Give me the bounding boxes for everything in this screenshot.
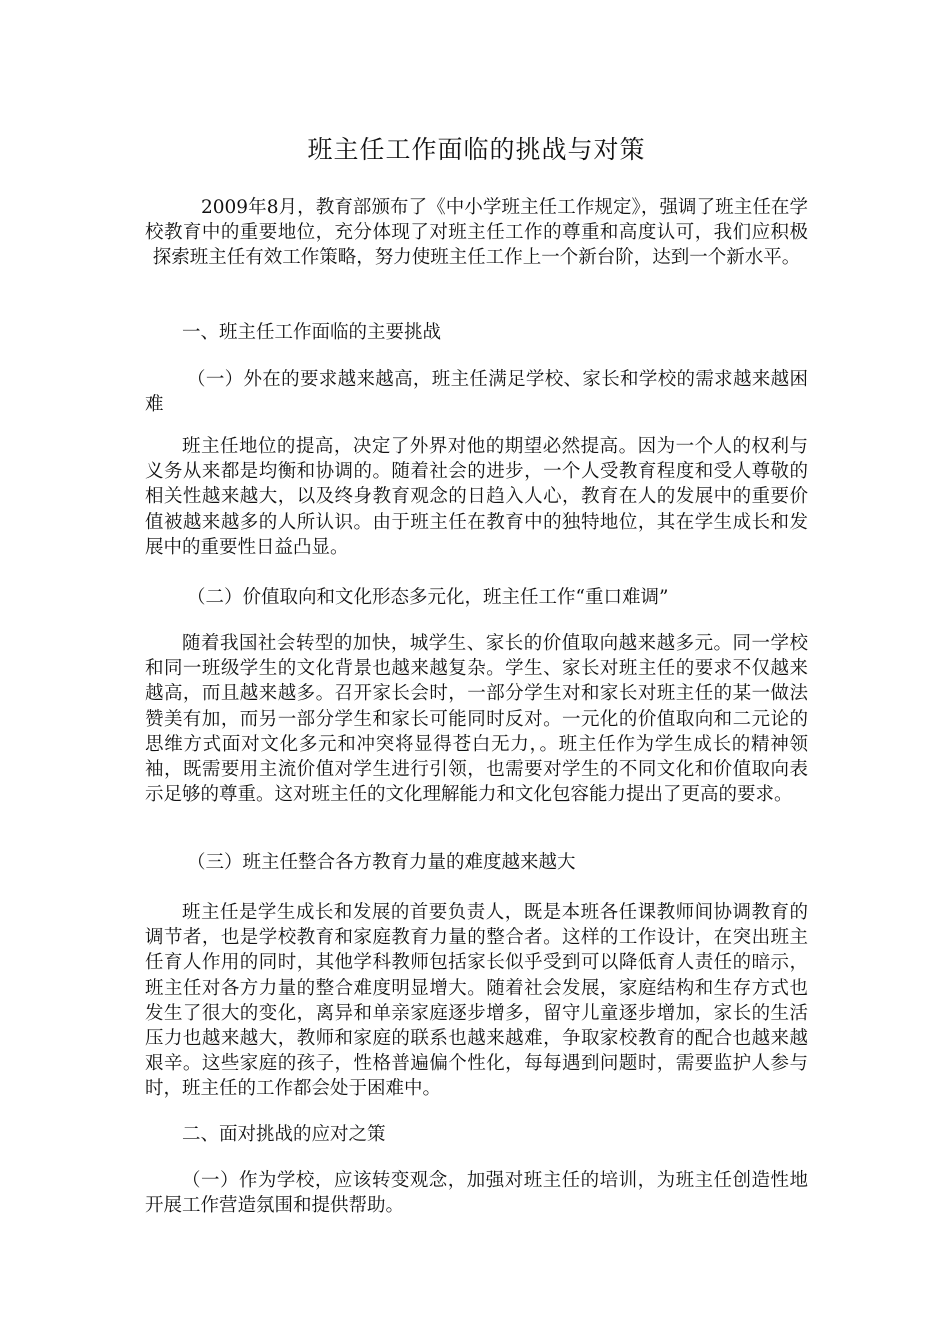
subheading-external-demands: （一）外在的要求越来越高，班主任满足学校、家长和学校的需求越来越困难 (145, 369, 808, 416)
section-heading-strategies: 二、面对挑战的应对之策 (182, 1124, 386, 1145)
document-title: 班主任工作面临的挑战与对策 (307, 135, 646, 164)
paragraph-external-demands: 班主任地位的提高，决定了外界对他的期望必然提高。因为一个人的权利与义务从来都是均衡和协调的。随着社会的进步，一个人受教育程度和受人尊敬的相关性越来越大，以及终身教育观念的日趋入人心，教育在人的发展中的重要价值被越来越多的人所认识。由于班主任在教育中的独特地位，其在学生成长和发展中的重要性日益凸显。 (145, 436, 808, 558)
subheading-integration-difficulty: （三）班主任整合各方教育力量的难度越来越大 (187, 852, 576, 873)
section-heading-challenges: 一、班主任工作面临的主要挑战 (182, 322, 442, 343)
paragraph-value-diversity: 随着我国社会转型的加快，城学生、家长的价值取向越来越多元。同一学校和同一班级学生的文化背景也越来越复杂。学生、家长对班主任的要求不仅越来越高，而且越来越多。召开家长会时，一部分学生对和家长对班主任的某一做法赞美有加，而另一部分学生和家长可能同时反对。一元化的价值取向和二元论的思维方式面对文化多元和冲突将显得苍白无力，。班主任作为学生成长的精神领袖，既需要用主流价值对学生进行引领，也需要对学生的不同文化和价值取向表示足够的尊重。这对班主任的文化理解能力和文化包容能力提出了更高的要求。 (145, 633, 808, 806)
subheading-value-diversity: （二）价值取向和文化形态多元化，班主任工作“重口难调” (187, 587, 669, 608)
paragraph-school-strategy: （一）作为学校，应该转变观念，加强对班主任的培训，为班主任创造性地开展工作营造氛围和提供帮助。 (145, 1170, 808, 1217)
intro-paragraph: 2009年8月，教育部颁布了《中小学班主任工作规定》，强调了班主任在学校教育中的重要地位，充分体现了对班主任工作的尊重和高度认可，我们应积极探索班主任有效工作策略，努力使班主任工作上一个新台阶，达到一个新水平。 (145, 197, 808, 269)
paragraph-integration-difficulty: 班主任是学生成长和发展的首要负责人，既是本班各任课教师间协调教育的调节者，也是学校教育和家庭教育力量的整合者。这样的工作设计，在突出班主任育人作用的同时，其他学科教师包括家长似乎受到可以降低育人责任的暗示，班主任对各方力量的整合难度明显增大。随着社会发展，家庭结构和生存方式也发生了很大的变化，离异和单亲家庭逐步增多，留守儿童逐步增加，家长的生活压力也越来越大，教师和家庭的联系也越来越难，争取家校教育的配合也越来越艰辛。这些家庭的孩子，性格普遍偏个性化，每每遇到问题时，需要监护人参与时，班主任的工作都会处于困难中。 (145, 902, 808, 1100)
